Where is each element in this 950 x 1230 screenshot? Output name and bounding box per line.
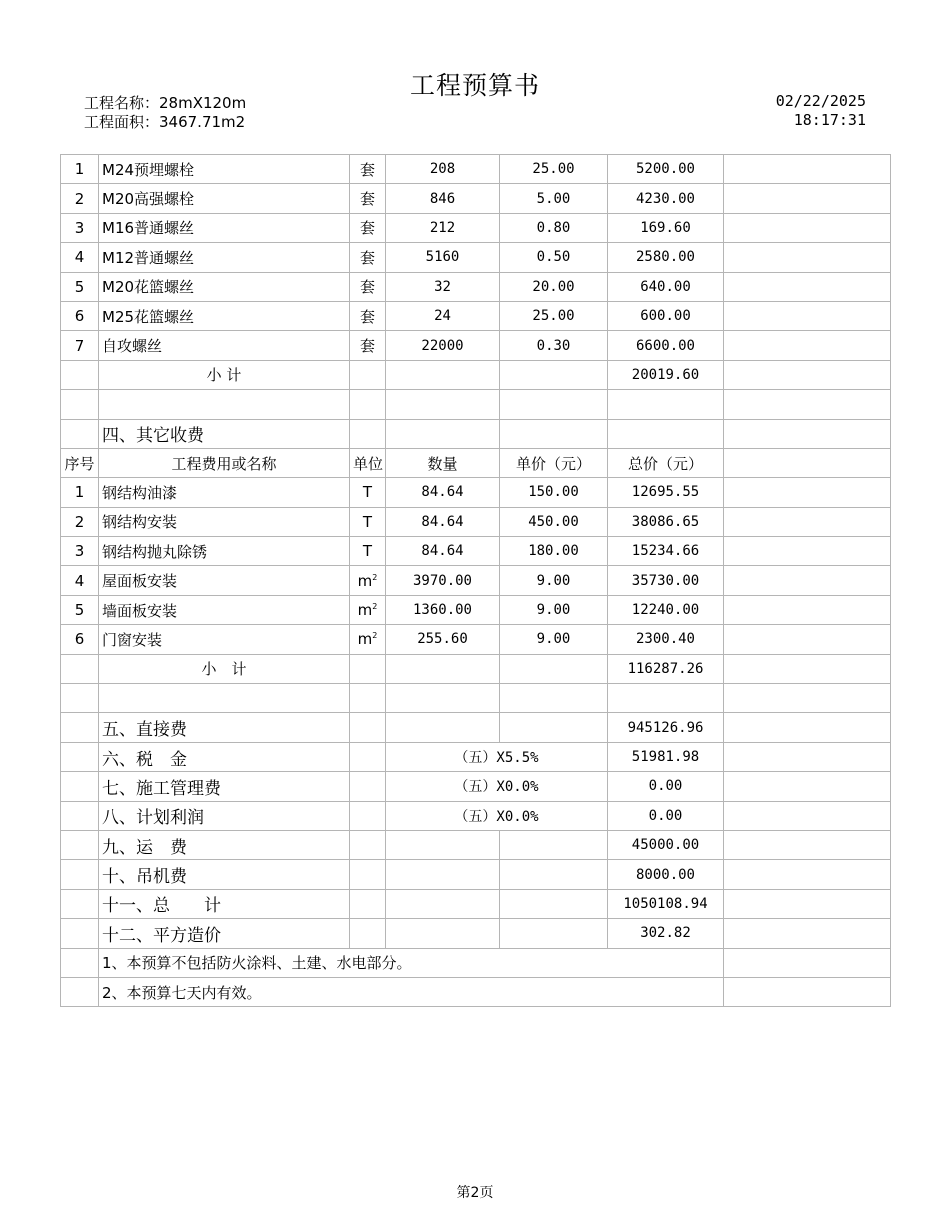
item-price: [500, 272, 608, 301]
item-no: [61, 155, 99, 184]
print-date: 02/22/2025: [775, 92, 866, 110]
item-price: [500, 213, 608, 242]
item-total-text: 38086.65: [631, 513, 700, 530]
item-unit-text: m: [357, 601, 373, 620]
item-qty-text: 5160: [425, 249, 460, 266]
item-qty: [386, 595, 500, 624]
item-qty: [386, 213, 500, 242]
item-remark: [724, 566, 891, 595]
item-total: [608, 478, 724, 507]
item-qty-text: 24: [434, 308, 451, 325]
item-no-text: 3: [74, 542, 85, 561]
item-unit: [350, 537, 386, 566]
item-unit: [350, 625, 386, 654]
item-qty: [386, 507, 500, 536]
item-no-text: 1: [74, 160, 85, 179]
item-total: [608, 213, 724, 242]
item-name-text: 屋面板安装: [102, 572, 178, 591]
item-price: [500, 566, 608, 595]
item-qty-text: 255.60: [417, 631, 468, 648]
item-qty: [386, 184, 500, 213]
item-name: [99, 537, 350, 566]
item-no: [61, 566, 99, 595]
item-name-text: 钢结构抛丸除锈: [102, 542, 208, 561]
item-name: [99, 213, 350, 242]
project-name: 工程名称：28mX120m: [84, 94, 247, 112]
item-name: [99, 301, 350, 330]
note-row: [61, 948, 891, 977]
item-unit-text: 套: [359, 278, 375, 297]
item-qty: [386, 537, 500, 566]
summary-label: 五、直接费: [99, 713, 350, 742]
item-name: [99, 331, 350, 360]
item-price-text: 0.30: [536, 337, 571, 354]
summary-label: 十二、平方造价: [99, 919, 350, 948]
summary-value: 51981.98: [608, 742, 724, 771]
item-qty-text: 3970.00: [412, 572, 472, 589]
item-no: [61, 507, 99, 536]
item-price: [500, 537, 608, 566]
item-remark: [724, 184, 891, 213]
item-name-text: M16普通螺丝: [102, 219, 195, 238]
summary-row: [61, 919, 891, 948]
summary-label: 九、运 费: [99, 830, 350, 859]
item-no: [61, 331, 99, 360]
item-name-text: M25花篮螺丝: [102, 307, 195, 326]
item-unit: [350, 331, 386, 360]
unit-superscript: 2: [372, 602, 378, 612]
item-name: [99, 625, 350, 654]
item-row: [61, 184, 891, 213]
subtotal-value: 20019.60: [608, 360, 724, 389]
col-qty: 数量: [386, 448, 500, 477]
item-price: [500, 331, 608, 360]
item-price: [500, 184, 608, 213]
summary-formula: （五）X0.0%: [386, 772, 608, 801]
item-unit-text: 套: [359, 160, 375, 179]
item-price-text: 20.00: [532, 278, 575, 295]
item-unit-text: T: [362, 512, 373, 531]
item-remark: [724, 331, 891, 360]
item-no-text: 2: [74, 189, 85, 208]
summary-row: [61, 742, 891, 771]
item-row: [61, 301, 891, 330]
item-total: [608, 243, 724, 272]
item-no-text: 3: [74, 218, 85, 237]
item-total: [608, 155, 724, 184]
item-qty: [386, 272, 500, 301]
print-time: 18:17:31: [793, 111, 866, 129]
item-remark: [724, 243, 891, 272]
item-total-text: 6600.00: [635, 337, 695, 354]
item-unit-text: 套: [359, 307, 375, 326]
item-unit: [350, 243, 386, 272]
item-total: [608, 331, 724, 360]
summary-formula: （五）X5.5%: [386, 742, 608, 771]
col-unit: 单位: [350, 448, 386, 477]
item-qty-text: 84.64: [421, 513, 464, 530]
item-name-text: M20花篮螺丝: [102, 278, 195, 297]
item-unit-text: m: [357, 571, 373, 590]
item-price: [500, 301, 608, 330]
item-name-text: M20高强螺栓: [102, 190, 195, 209]
subtotal-label: 小 计: [99, 360, 350, 389]
item-row: [61, 478, 891, 507]
summary-value: 1050108.94: [608, 889, 724, 918]
item-remark: [724, 213, 891, 242]
item-total-text: 5200.00: [635, 161, 695, 178]
item-price-text: 5.00: [536, 190, 571, 207]
item-name: [99, 272, 350, 301]
item-unit: [350, 213, 386, 242]
item-total-text: 2300.40: [635, 631, 695, 648]
item-remark: [724, 301, 891, 330]
item-unit-text: 套: [359, 190, 375, 209]
item-row: [61, 566, 891, 595]
unit-superscript: 2: [372, 572, 378, 582]
note-row: [61, 977, 891, 1006]
item-no-text: 7: [74, 336, 85, 355]
item-qty-text: 84.64: [421, 484, 464, 501]
item-name: [99, 184, 350, 213]
item-price: [500, 478, 608, 507]
item-qty: [386, 625, 500, 654]
note-text: 1、本预算不包括防火涂料、土建、水电部分。: [99, 948, 724, 977]
item-row: [61, 272, 891, 301]
summary-row: [61, 772, 891, 801]
item-qty-text: 1360.00: [412, 602, 472, 619]
unit-superscript: 2: [372, 631, 378, 641]
subtotal-label: 小 计: [99, 654, 350, 683]
item-no: [61, 243, 99, 272]
item-unit: [350, 272, 386, 301]
item-name: [99, 155, 350, 184]
subtotal-row: [61, 360, 891, 389]
item-qty: [386, 243, 500, 272]
item-price: [500, 507, 608, 536]
item-unit-text: 套: [359, 248, 375, 267]
item-price-text: 25.00: [532, 308, 575, 325]
item-row: [61, 331, 891, 360]
item-no-text: 6: [74, 307, 85, 326]
item-price-text: 25.00: [532, 161, 575, 178]
item-no-text: 5: [74, 277, 85, 296]
item-unit-text: T: [362, 483, 373, 502]
item-price-text: 0.80: [536, 219, 571, 236]
budget-table: [60, 154, 891, 1007]
item-qty: [386, 478, 500, 507]
summary-value: 0.00: [608, 801, 724, 830]
item-name-text: 墙面板安装: [102, 601, 178, 620]
summary-value: 302.82: [608, 919, 724, 948]
item-row: [61, 537, 891, 566]
item-total-text: 12695.55: [631, 484, 700, 501]
summary-label: 七、施工管理费: [99, 772, 350, 801]
summary-label: 六、税 金: [99, 742, 350, 771]
summary-label: 八、计划利润: [99, 801, 350, 830]
item-name-text: M24预埋螺栓: [102, 160, 195, 179]
summary-formula: （五）X0.0%: [386, 801, 608, 830]
item-total: [608, 272, 724, 301]
item-unit: [350, 301, 386, 330]
item-qty-text: 208: [429, 161, 456, 178]
item-no: [61, 301, 99, 330]
section-title: 四、其它收费: [99, 419, 350, 448]
item-unit-text: 套: [359, 219, 375, 238]
item-no: [61, 595, 99, 624]
item-qty-text: 32: [434, 278, 451, 295]
summary-label: 十一、总 计: [99, 889, 350, 918]
item-total-text: 35730.00: [631, 572, 700, 589]
item-name: [99, 595, 350, 624]
page-number: 第2页: [456, 1185, 494, 1201]
item-qty-text: 212: [429, 219, 456, 236]
item-no-text: 5: [74, 601, 85, 620]
item-name: [99, 507, 350, 536]
item-no: [61, 625, 99, 654]
item-row: [61, 213, 891, 242]
item-price: [500, 243, 608, 272]
item-unit: [350, 566, 386, 595]
item-total: [608, 507, 724, 536]
item-name-text: 钢结构油漆: [102, 483, 178, 502]
item-no: [61, 478, 99, 507]
item-unit: [350, 507, 386, 536]
summary-value: 45000.00: [608, 830, 724, 859]
item-unit: [350, 155, 386, 184]
item-row: [61, 243, 891, 272]
summary-value: 945126.96: [608, 713, 724, 742]
item-price: [500, 625, 608, 654]
item-qty-text: 84.64: [421, 543, 464, 560]
item-no: [61, 537, 99, 566]
item-total-text: 12240.00: [631, 602, 700, 619]
summary-row: [61, 801, 891, 830]
item-unit-text: 套: [359, 337, 375, 356]
col-price: 单价（元）: [500, 448, 608, 477]
item-price-text: 150.00: [528, 484, 579, 501]
item-total-text: 600.00: [640, 308, 691, 325]
item-total: [608, 566, 724, 595]
item-name: [99, 243, 350, 272]
column-header-row: [61, 448, 891, 477]
summary-row: [61, 860, 891, 889]
item-row: [61, 625, 891, 654]
item-qty-text: 22000: [421, 337, 464, 354]
item-no-text: 4: [74, 571, 85, 590]
document-title: 工程预算书: [409, 71, 540, 100]
item-total: [608, 595, 724, 624]
item-unit-text: m: [357, 630, 373, 649]
item-no-text: 4: [74, 248, 85, 267]
note-text: 2、本预算七天内有效。: [99, 977, 724, 1006]
item-qty: [386, 331, 500, 360]
item-total-text: 2580.00: [635, 249, 695, 266]
item-total: [608, 301, 724, 330]
item-total: [608, 537, 724, 566]
item-price-text: 180.00: [528, 543, 579, 560]
item-unit: [350, 595, 386, 624]
item-price: [500, 595, 608, 624]
item-total-text: 4230.00: [635, 190, 695, 207]
subtotal-value: 116287.26: [608, 654, 724, 683]
item-remark: [724, 595, 891, 624]
item-total: [608, 625, 724, 654]
item-remark: [724, 507, 891, 536]
item-name-text: 钢结构安装: [102, 513, 178, 532]
item-no-text: 1: [74, 483, 85, 502]
item-no-text: 6: [74, 630, 85, 649]
item-row: [61, 595, 891, 624]
item-name-text: M12普通螺丝: [102, 248, 195, 267]
item-remark: [724, 478, 891, 507]
item-price-text: 9.00: [536, 602, 571, 619]
item-remark: [724, 155, 891, 184]
col-no: 序号: [61, 448, 99, 477]
item-no: [61, 213, 99, 242]
item-name-text: 自攻螺丝: [102, 337, 163, 356]
item-qty: [386, 155, 500, 184]
item-price-text: 0.50: [536, 249, 571, 266]
summary-row: [61, 889, 891, 918]
item-name: [99, 566, 350, 595]
item-name: [99, 478, 350, 507]
subtotal-row: [61, 654, 891, 683]
item-qty: [386, 301, 500, 330]
item-remark: [724, 537, 891, 566]
project-area: 工程面积：3467.71m2: [84, 113, 246, 131]
item-qty-text: 846: [429, 190, 456, 207]
item-total-text: 15234.66: [631, 543, 700, 560]
item-remark: [724, 272, 891, 301]
summary-label: 十、吊机费: [99, 860, 350, 889]
item-no-text: 2: [74, 512, 85, 531]
item-price-text: 9.00: [536, 572, 571, 589]
item-total-text: 169.60: [640, 219, 691, 236]
item-total-text: 640.00: [640, 278, 691, 295]
summary-row: [61, 830, 891, 859]
item-no: [61, 272, 99, 301]
summary-value: 8000.00: [608, 860, 724, 889]
item-no: [61, 184, 99, 213]
item-unit: [350, 478, 386, 507]
blank-row: [61, 390, 891, 419]
blank-row: [61, 684, 891, 713]
item-remark: [724, 625, 891, 654]
summary-row: [61, 713, 891, 742]
summary-value: 0.00: [608, 772, 724, 801]
item-qty: [386, 566, 500, 595]
item-row: [61, 507, 891, 536]
item-row: [61, 155, 891, 184]
item-name-text: 门窗安装: [102, 630, 163, 649]
item-price-text: 450.00: [528, 513, 579, 530]
item-unit: [350, 184, 386, 213]
item-price-text: 9.00: [536, 631, 571, 648]
section-row: [61, 419, 891, 448]
col-total: 总价（元）: [608, 448, 724, 477]
item-total: [608, 184, 724, 213]
col-name: 工程费用或名称: [99, 448, 350, 477]
item-price: [500, 155, 608, 184]
item-unit-text: T: [362, 542, 373, 561]
